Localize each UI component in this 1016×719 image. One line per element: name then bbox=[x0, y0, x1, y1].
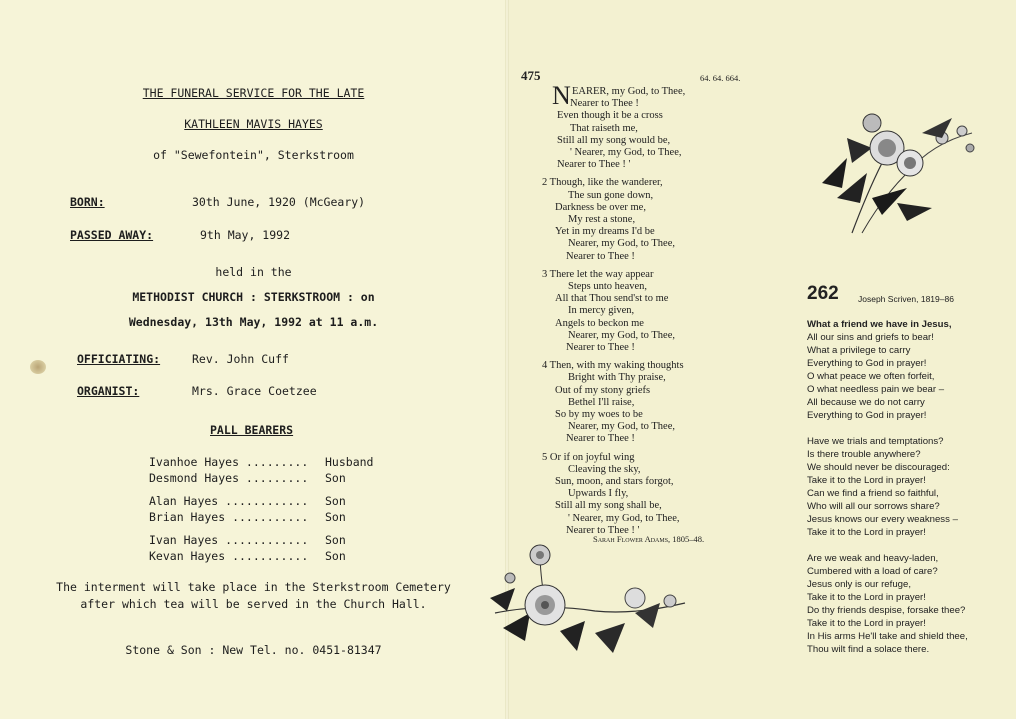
hymn-475-number: 475 bbox=[521, 68, 541, 83]
hymn-line: 3 There let the way appear bbox=[542, 268, 654, 280]
bearer-role: Son bbox=[325, 533, 346, 547]
bearer-role: Son bbox=[325, 510, 346, 524]
bearer-role: Son bbox=[325, 549, 346, 563]
hymn-475-meter: 64. 64. 664. bbox=[700, 73, 741, 83]
hymn-line: Do thy friends despise, forsake thee? bbox=[807, 605, 966, 616]
paper-stain bbox=[30, 360, 46, 374]
held-in-line: held in the bbox=[215, 265, 292, 279]
passed-away-label: PASSED AWAY: bbox=[70, 228, 154, 242]
hymn-line: Sun, moon, and stars forgot, bbox=[555, 476, 674, 487]
hymn-line: Who will all our sorrows share? bbox=[807, 501, 940, 512]
hymn-line: Out of my stony griefs bbox=[555, 384, 651, 396]
hymn-line: Bright with Thy praise, bbox=[568, 372, 666, 384]
officiating-value: Rev. John Cuff bbox=[192, 352, 289, 366]
hymn-line: Are we weak and heavy-laden, bbox=[807, 553, 939, 564]
hymn-line: All our sins and griefs to bear! bbox=[807, 332, 934, 343]
hymn-line: Everything to God in prayer! bbox=[807, 410, 927, 421]
hymn-475-author: Sarah Flower Adams, 1805–48. bbox=[593, 534, 705, 544]
bearer-name: Ivan Hayes ............ bbox=[149, 533, 309, 547]
hymn-line: In mercy given, bbox=[568, 305, 635, 317]
hymn-line: Darkness be over me, bbox=[555, 201, 646, 213]
hymn-262-number: 262 bbox=[807, 283, 839, 304]
bearer-name: Ivanhoe Hayes ......... bbox=[149, 455, 309, 469]
hymn-line: Nearer to Thee ! bbox=[566, 342, 635, 353]
bearer-role: Son bbox=[325, 494, 346, 508]
flower-bouquet-icon bbox=[812, 103, 982, 238]
hymn-line: Still all my song shall be, bbox=[555, 500, 662, 512]
born-label: BORN: bbox=[70, 195, 105, 209]
hymn-line: O what peace we often forfeit, bbox=[807, 371, 935, 382]
hymn-line: All because we do not carry bbox=[807, 397, 925, 408]
interment-line-1: The interment will take place in the Sterkstroom Cemetery bbox=[56, 580, 451, 594]
hymn-line: What a friend we have in Jesus, bbox=[807, 319, 952, 330]
hymn-line: Cleaving the sky, bbox=[568, 463, 641, 475]
hymn-line: 5 Or if on joyful wing bbox=[542, 451, 635, 463]
hymn-line: Have we trials and temptations? bbox=[807, 436, 944, 447]
hymn-line: What a privilege to carry bbox=[807, 345, 911, 356]
hymn-line: Nearer, my God, to Thee, bbox=[568, 329, 675, 341]
bearer-name: Brian Hayes ........... bbox=[149, 510, 309, 524]
service-title: THE FUNERAL SERVICE FOR THE LATE bbox=[142, 86, 365, 100]
hymn-line: Angels to beckon me bbox=[555, 317, 644, 329]
hymn-line: Upwards I fly, bbox=[568, 488, 629, 500]
hymn-line: Nearer to Thee ! ' bbox=[557, 159, 631, 171]
hymn-line: That raiseth me, bbox=[570, 122, 638, 134]
bearer-role: Husband bbox=[325, 455, 374, 469]
organist-label: ORGANIST: bbox=[77, 384, 140, 398]
pall-bearers-heading: PALL BEARERS bbox=[210, 423, 294, 437]
passed-away-value: 9th May, 1992 bbox=[200, 228, 291, 242]
hymn-line: Bethel I'll raise, bbox=[568, 396, 635, 408]
hymn-line: Is there trouble anywhere? bbox=[807, 449, 921, 460]
hymn-line: Still all my song would be, bbox=[557, 134, 671, 146]
hymn-line: Take it to the Lord in prayer! bbox=[807, 592, 926, 603]
hymn-line: Nearer to Thee ! bbox=[566, 433, 635, 445]
interment-line-2: after which tea will be served in the Church Hall. bbox=[80, 597, 427, 611]
rose-spray-icon bbox=[485, 543, 690, 663]
officiating-label: OFFICIATING: bbox=[77, 352, 161, 366]
hymn-line: Even though it be a cross bbox=[557, 110, 663, 122]
hymn-line: Yet in my dreams I'd be bbox=[555, 226, 655, 238]
born-value: 30th June, 1920 (McGeary) bbox=[192, 195, 366, 209]
hymn-line: 2 Though, like the wanderer, bbox=[542, 177, 663, 189]
date-line: Wednesday, 13th May, 1992 at 11 a.m. bbox=[128, 315, 379, 329]
hymn-line: In His arms He'll take and shield thee, bbox=[807, 631, 968, 642]
hymn-line: Steps unto heaven, bbox=[568, 281, 648, 292]
hymn-475-dropcap: N bbox=[552, 81, 571, 110]
hymn-line: All that Thou send'st to me bbox=[555, 293, 669, 305]
hymn-line: Take it to the Lord in prayer! bbox=[807, 618, 926, 629]
hymn-line: Take it to the Lord in prayer! bbox=[807, 475, 926, 486]
hymn-line: We should never be discouraged: bbox=[807, 462, 950, 473]
hymn-line: ' Nearer, my God, to Thee, bbox=[568, 512, 680, 524]
hymn-line: EARER, my God, to Thee, bbox=[572, 86, 686, 97]
bearer-name: Kevan Hayes ........... bbox=[149, 549, 309, 563]
hymn-line: ' Nearer, my God, to Thee, bbox=[570, 147, 682, 158]
hymn-line: Nearer to Thee ! bbox=[566, 250, 635, 262]
residence-line: of "Sewefontein", Sterkstroom bbox=[153, 148, 354, 162]
hymn-line: 4 Then, with my waking thoughts bbox=[542, 360, 684, 372]
printer-line: Stone & Son : New Tel. no. 0451-81347 bbox=[125, 643, 382, 657]
hymn-line: Can we find a friend so faithful, bbox=[807, 488, 939, 499]
organist-value: Mrs. Grace Coetzee bbox=[192, 384, 317, 398]
bearer-role: Son bbox=[325, 471, 346, 485]
hymn-line: The sun gone down, bbox=[568, 189, 654, 201]
hymn-line: O what needless pain we bear – bbox=[807, 384, 945, 395]
hymn-line: Jesus knows our every weakness – bbox=[807, 514, 958, 525]
hymn-line: Nearer to Thee ! ' bbox=[566, 524, 640, 536]
hymn-line: Nearer to Thee ! bbox=[570, 98, 639, 110]
church-line: METHODIST CHURCH : STERKSTROOM : on bbox=[132, 290, 375, 304]
hymn-line: Take it to the Lord in prayer! bbox=[807, 527, 926, 538]
hymn-262-author: Joseph Scriven, 1819–86 bbox=[858, 294, 954, 304]
bearer-name: Desmond Hayes ......... bbox=[149, 471, 309, 485]
hymn-line: Jesus only is our refuge, bbox=[807, 579, 911, 590]
hymn-line: My rest a stone, bbox=[568, 214, 636, 225]
hymn-line: Nearer, my God, to Thee, bbox=[568, 238, 675, 250]
hymn-line: Everything to God in prayer! bbox=[807, 358, 927, 369]
bearer-name: Alan Hayes ............ bbox=[149, 494, 309, 508]
deceased-name: KATHLEEN MAVIS HAYES bbox=[184, 117, 323, 131]
hymn-line: Nearer, my God, to Thee, bbox=[568, 421, 675, 433]
hymn-line: So by my woes to be bbox=[555, 409, 643, 420]
hymn-line: Thou wilt find a solace there. bbox=[807, 644, 930, 655]
hymn-line: Cumbered with a load of care? bbox=[807, 566, 938, 577]
